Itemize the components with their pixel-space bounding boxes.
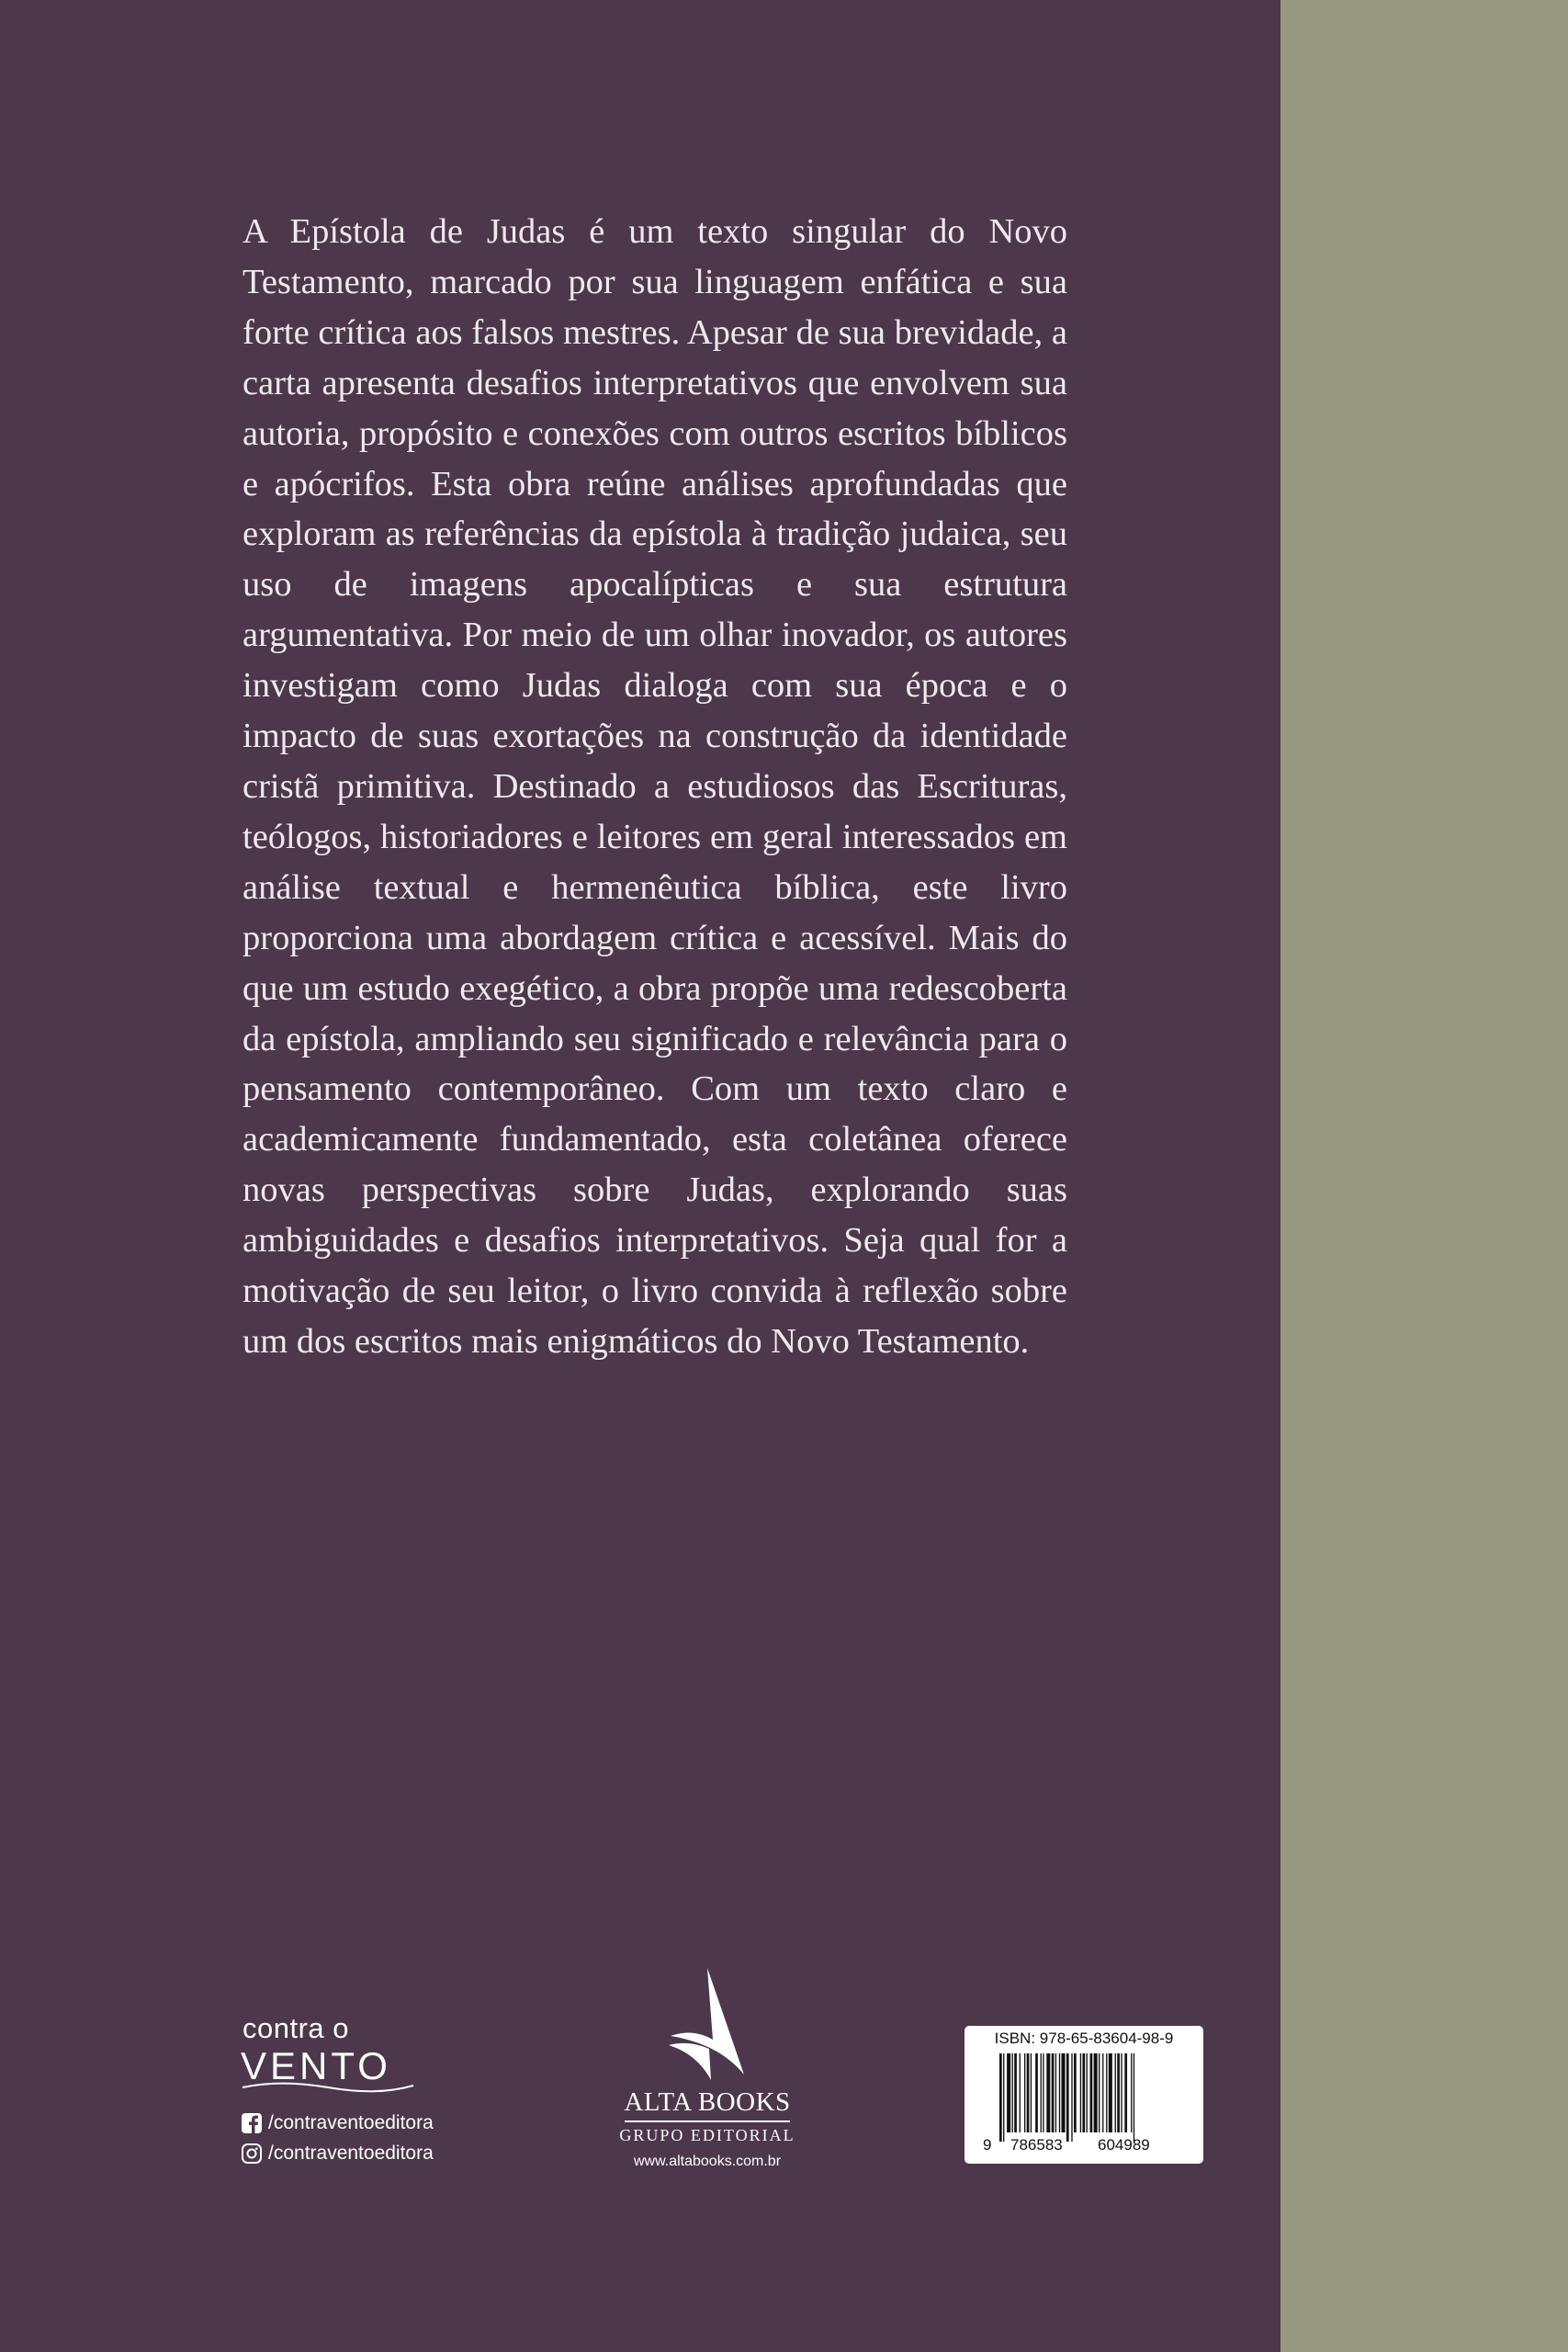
instagram-handle: /contraventoeditora [268,2143,434,2164]
publisher-divider [625,2120,790,2122]
isbn-barcode [964,2026,1203,2164]
contra-o-vento-logo [241,2012,424,2095]
wave-icon [241,2080,415,2093]
facebook-handle: /contraventoeditora [268,2112,434,2133]
book-blurb: A Epístola de Judas é um texto singular do Novo Testamento, marcado por sua linguagem enfática e sua forte crítica aos falsos mestres. Apesar de sua brevidade, a carta apresenta desafios interpretativos que envolvem sua autoria, propósito e conexões com outros escritos bíblicos e apócrifos. Esta obra reúne análises aprofundadas que exploram as referências da epístola à tradição judaica, seu uso de imagens apocalípticas e sua estrutura argumentativa. Por meio de um olhar inovador, os autores investigam como Judas dialoga com sua época e o impacto de suas exortações na construção da identidade cristã primitiva. Destinado a estudiosos das Escrituras, teólogos, historiadores e leitores em geral interessados em análise textual e hermenêutica bíblica, este livro proporciona uma abordagem crítica e acessível. Mais do que um estudo exegético, a obra propõe uma redescoberta da epístola, ampliando seu significado e relevância para o pensamento contemporâneo. Com um texto claro e academicamente fundamentado, esta coletânea oferece novas perspectivas sobre Judas, explorando suas ambiguidades e desafios interpretativos. Seja qual for a motivação de seu leitor, o livro convida à reflexão sobre um dos escritos mais enigmáticos do Novo Testamento. [243,212,1067,1361]
alta-books-logo [606,1966,808,2177]
facebook-link[interactable] [241,2111,434,2135]
imprint-line-2: VENTO [241,2044,391,2087]
barcode-digits-left: 786583 [1010,2136,1063,2154]
publisher-name: ALTA BOOKS [624,2087,791,2117]
publisher-subtitle: GRUPO EDITORIAL [619,2126,795,2144]
imprint-line-1: contra o [243,2012,350,2044]
alta-books-mark-icon [663,1966,751,2084]
barcode-bars [999,2053,1174,2142]
spine-strip [1280,0,1568,2352]
instagram-icon [241,2143,263,2165]
instagram-link[interactable] [241,2142,434,2165]
publisher-url[interactable]: www.altabooks.com.br [633,2154,782,2169]
isbn-label: ISBN: 978-65-83604-98-9 [994,2030,1174,2047]
facebook-icon [241,2112,263,2134]
barcode-digit-first: 9 [983,2136,992,2154]
barcode-digits-right: 604989 [1098,2136,1150,2154]
